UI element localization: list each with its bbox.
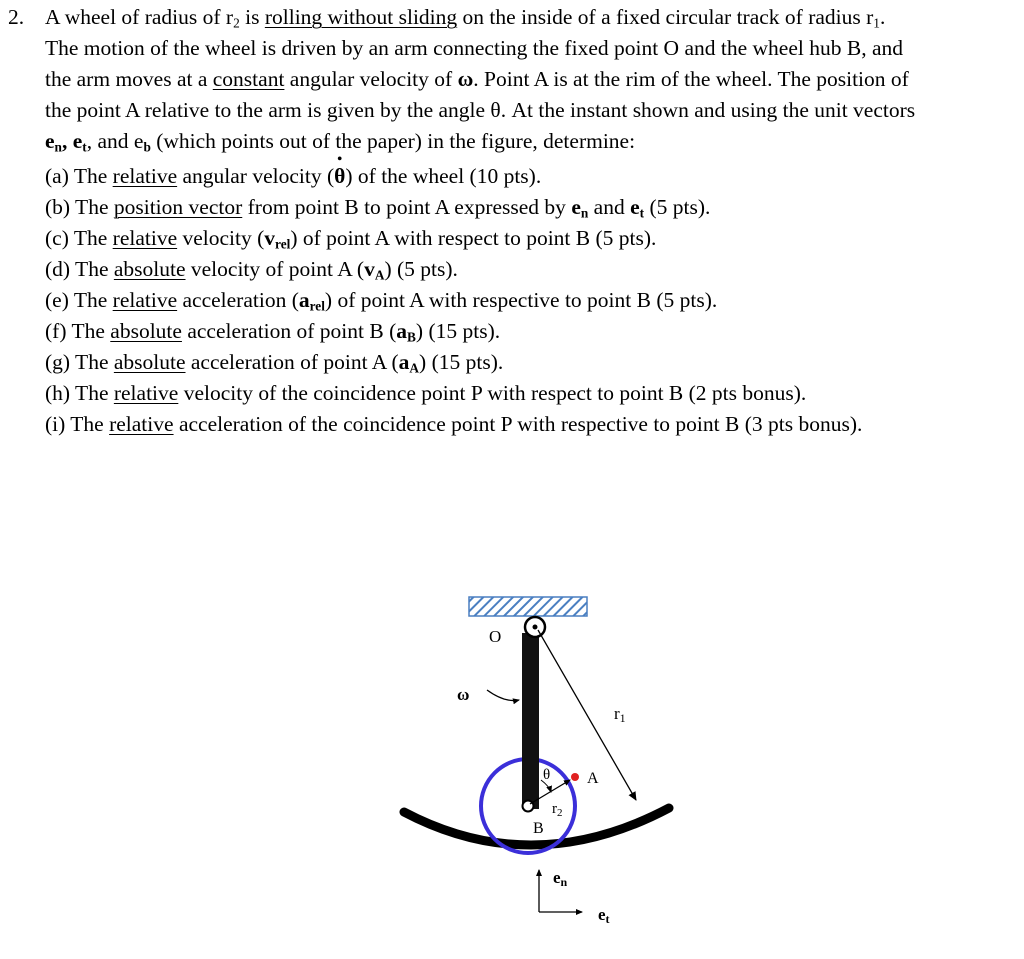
label-A: A — [587, 770, 599, 787]
part-c: (c) The relative velocity $(v_{rel})$ of point A with respect to point B (5 pts). — [45, 226, 657, 252]
label-en: en — [553, 868, 568, 889]
intro-line-5: $e_n$, $e_t$, and $e_b$ (which points out of the paper) in the figure, determine: — [45, 129, 636, 155]
intro-line-3: the arm moves at a constant angular velocity of ω. Point A is at the rim of the wheel. The position of — [45, 67, 909, 91]
part-f: (f) The absolute acceleration of point B $(a_B)$ (15 pts). — [45, 319, 501, 345]
label-et: et — [598, 905, 610, 926]
problem-number: 2. — [8, 5, 25, 29]
label-theta: θ — [543, 767, 551, 783]
pivot-O-center — [533, 625, 538, 630]
label-omega: ω — [457, 685, 470, 704]
label-r1: r1 — [614, 704, 626, 725]
fixed-support — [469, 597, 587, 616]
part-h: (h) The relative velocity of the coincidence point P with respect to point B (2 pts bonus). — [45, 381, 807, 405]
intro-line-2: The motion of the wheel is driven by an arm connecting the fixed point O and the wheel hub B, and — [45, 36, 903, 60]
part-b: (b) The position vector from point B to point A expressed by $e_n$ and $e_t$ (5 pts). — [45, 195, 711, 221]
label-r2: $r_2$ — [552, 801, 563, 819]
omega-arrow — [487, 690, 519, 701]
part-d: (d) The absolute velocity of point A $(v_A)$ (5 pts). — [45, 257, 458, 283]
intro-line-4: the point A relative to the arm is given by the angle θ. At the instant shown and using the unit vectors — [45, 98, 916, 122]
part-i: (i) The relative acceleration of the coincidence point P with respective to point B (3 pts bonus). — [45, 412, 863, 436]
point-A — [571, 773, 579, 781]
part-e: (e) The relative acceleration $(a_{rel})$ of point A with respective to point B (5 pts). — [45, 288, 718, 314]
part-g: (g) The absolute acceleration of point A $(a_A)$ (15 pts). — [45, 350, 504, 376]
label-B: B — [533, 820, 544, 837]
label-O: O — [489, 627, 502, 646]
arm — [522, 633, 539, 809]
intro-line-1: A wheel of radius of $r_2$ is rolling without sliding on the inside of a fixed circular track of radius $r_1$. — [45, 5, 886, 31]
part-a: (a) The relative angular velocity ( • θ) of the wheel (10 pts). — [45, 152, 542, 188]
